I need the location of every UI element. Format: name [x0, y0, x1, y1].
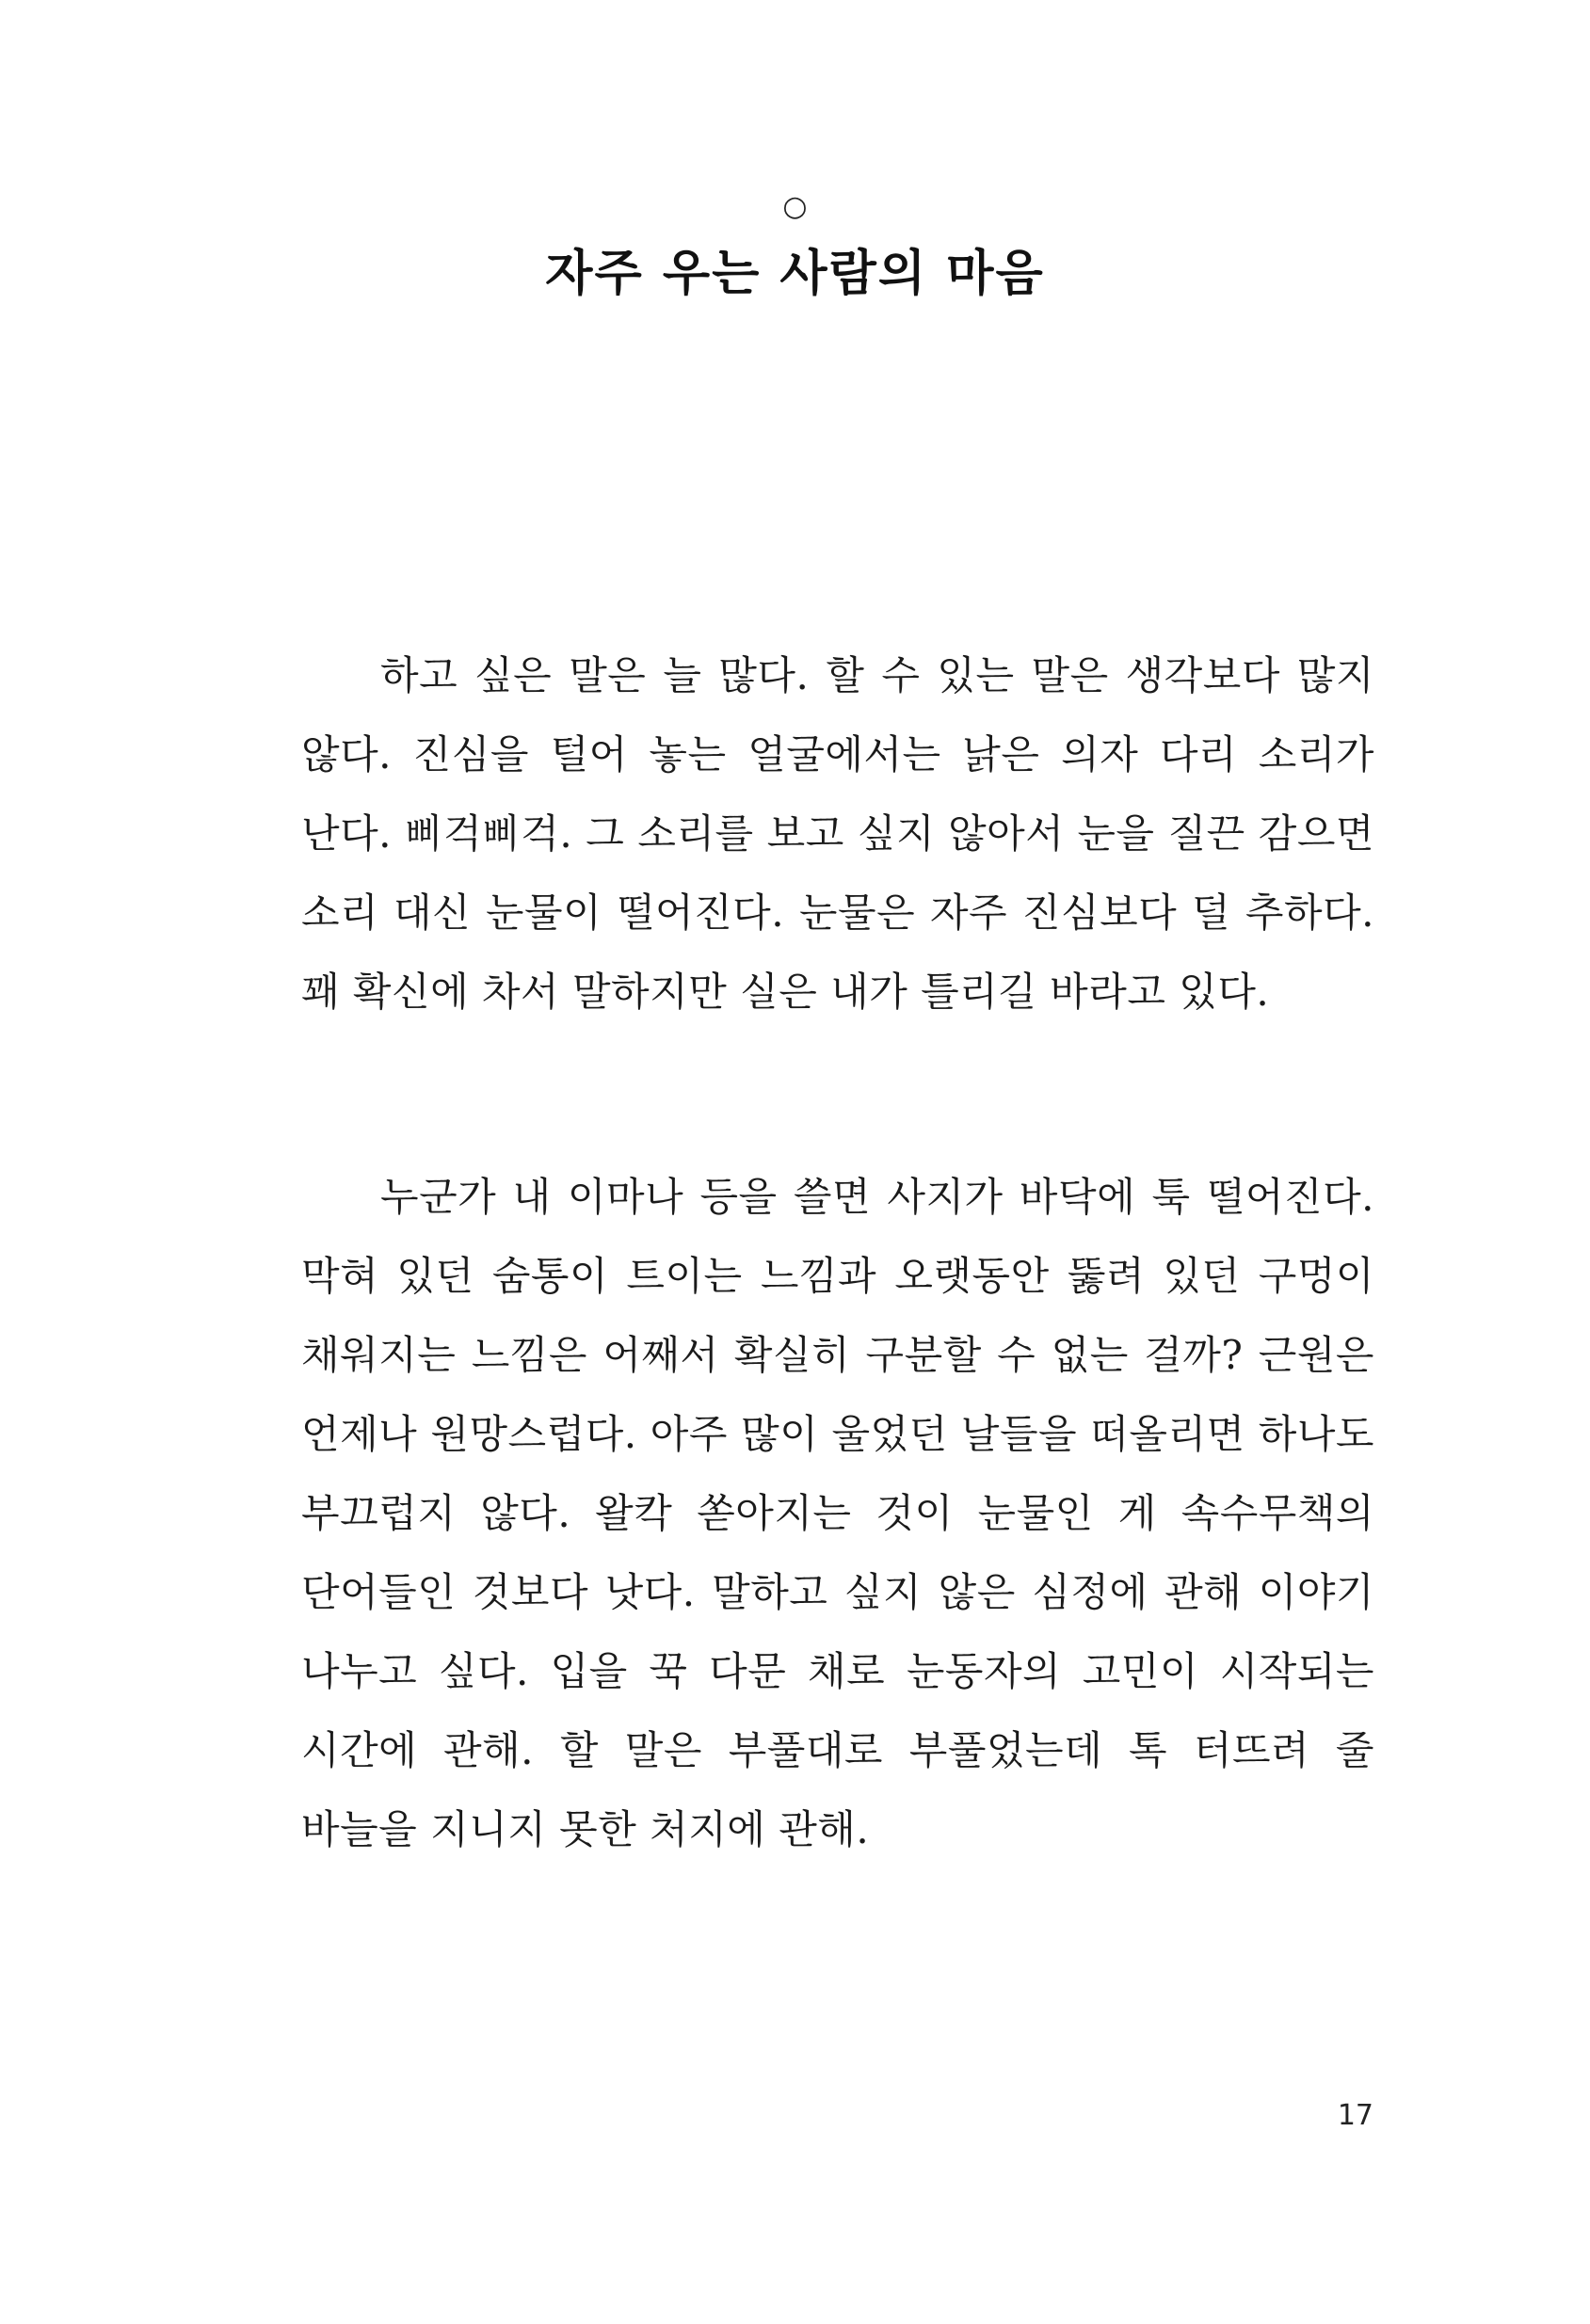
body-paragraph-1: 하고 싶은 말은 늘 많다. 할 수 있는 말은 생각보다 많지 않다. 진심을 털어 놓는 얼굴에서는 낡은 의자 다리 소리가 난다. 삐걱삐걱. 그 소리를 보고 싶지 않아서 눈을 질끈 감으면 소리 대신 눈물이 떨어진다. 눈물은 자주 진심보다 덜 추하다. 꽤 확신에 차서 말하지만 실은 내가 틀리길 바라고 있다.	[301, 652, 1374, 1015]
chapter-title: 자주 우는 사람의 마음	[545, 246, 1045, 302]
body-paragraph-2: 누군가 내 이마나 등을 쓸면 사지가 바닥에 툭 떨어진다. 막혀 있던 숨통이 트이는 느낌과 오랫동안 뚫려 있던 구멍이 채워지는 느낌은 어째서 확실히 구분할 수 없는 걸까? 근원은 언제나 원망스럽다. 아주 많이 울었던 날들을 떠올리면 하나도 부끄럽지 않다. 왈칵 쏟아지는 것이 눈물인 게 속수무책의 단어들인 것보다 낫다. 말하고 싶지 않은 심정에 관해 이야기 나누고 싶다. 입을 꾹 다문 채로 눈동자의 고민이 시작되는 시간에 관해. 할 말은 부풀대로 부풀었는데 톡 터뜨려 줄 바늘을 지니지 못한 처지에 관해.	[301, 1174, 1374, 1852]
page-number: 17	[1337, 2099, 1373, 2132]
chapter-ornament: ○	[782, 190, 808, 223]
